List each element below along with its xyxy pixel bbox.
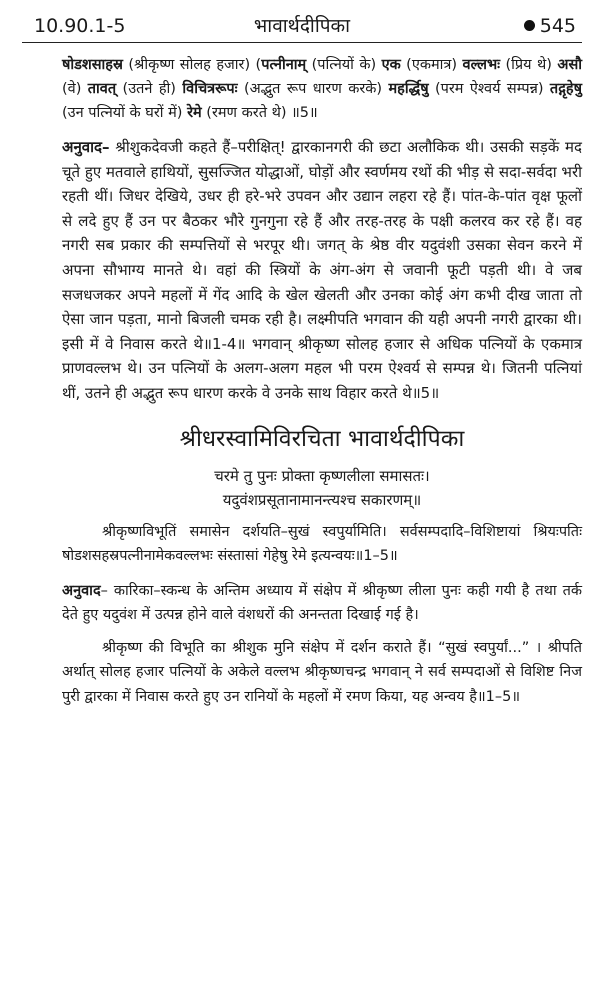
translation-paragraph bbox=[62, 135, 582, 406]
translation-block bbox=[62, 135, 582, 406]
gloss-meaning: (रमण करते थे) ॥5॥ bbox=[201, 105, 318, 121]
gloss-meaning: (उतने ही) bbox=[116, 81, 183, 97]
commentary-translation-text: – कारिका–स्कन्ध के अन्तिम अध्याय में संक्षेप में श्रीकृष्ण लीला पुनः कही गयी है तथा तर्क देते हुए यदुवंश में उत्पन्न होने वाले वंशधरों की अनन्तता दिखाई गई है। bbox=[62, 582, 582, 624]
gloss-term: महर्द्धिषु bbox=[388, 81, 429, 97]
commentary-block bbox=[62, 520, 582, 710]
page-number bbox=[524, 12, 576, 40]
commentary-translation bbox=[62, 579, 582, 628]
translation-text: श्रीशुकदेवजी कहते हैं–परीक्षित्! द्वारकानगरी की छटा अलौकिक थी। उसकी सड़कें मद चूते हुए मतवाले हाथियों, सुसज्जित योद्धाओं, घोड़ों और स्वर्णमय रथों की भीड़ से सदा-सर्वदा भरी रहती थीं। जिधर देखिये, उधर ही हरे-भरे उपवन और उद्यान लहरा रहे हैं। पांत-के-पांत वृक्ष फूलों से लदे हुए हैं उन पर बैठकर भौरे गुनगुना रहे हैं और तरह-तरह के पक्षी कलरव कर रहे हैं। वह नगरी सब प्रकार की सम्पत्तियों से भरपूर थी। जगत् के श्रेष्ठ वीर यदुवंशी उसका सेवन करने में अपना सौभाग्य मानते थे। वहां की स्त्रियों के अंग-अंग से जवानी फूटी पड़ती थी। वे जब सजधजकर अपने महलों में गेंद आदि के खेल खेलती और उनका कोई अंग कभी दीख जाता तो ऐसा जान पड़ता, मानो बिजली चमक रही है। लक्ष्मीपति भगवान की यही अपनी नगरी द्वारका थी। इसी में वे निवास करते थे॥1-4॥ भगवान् श्रीकृष्ण सोलह हजार से अधिक पत्नियों के एकमात्र प्राणवल्लभ थे। उन पत्नियों के अलग-अलग महल भी परम ऐश्वर्य से सम्पन्न थे। जितनी पत्नियां थीं, उतने ही अद्भुत रूप धारण करके वे उनके साथ विहार करते थे॥5॥ bbox=[62, 138, 582, 402]
verse-line: चरमे तु पुनः प्रोक्ता कृष्णलीला समासतः। bbox=[214, 466, 430, 485]
bullet-icon bbox=[524, 20, 535, 31]
chapter-verse-ref: 10.90.1-5 bbox=[34, 15, 126, 37]
gloss-term: षोडशसाहस्र bbox=[62, 57, 123, 73]
sanskrit-commentary: श्रीकृष्णविभूतिं समासेन दर्शयति–सुखं स्वपुर्यामिति। सर्वसम्पदादि–विशिष्टायां श्रियःपतिः षोडशसहस्रपत्नीनामेकवल्लभः संस्तासां गेहेषु रेमे इत्यन्वयः॥1–5॥ bbox=[62, 523, 582, 565]
gloss-term: रेमे bbox=[187, 105, 202, 121]
verse-line: यदुवंशप्रसूतानामानन्त्यश्च सकारणम्॥ bbox=[222, 490, 422, 509]
commentary-explanation: श्रीकृष्ण की विभूति का श्रीशुक मुनि संक्षेप में दर्शन कराते हैं। “सुखं स्वपुर्यां...” । श्रीपति अर्थात् सोलह हजार पत्नियों के अकेले वल्लभ श्रीकृष्णचन्द्र भगवान् ने सर्व सम्पदाओं से विशिष्ट निज पुरी द्वारका में निवास करते हुए उन रानियों के महलों में रमण किया, यह अन्वय है॥1–5॥ bbox=[62, 639, 582, 705]
page-header bbox=[22, 12, 582, 43]
gloss-term: तद्गृहेषु bbox=[549, 81, 582, 97]
gloss-meaning: (प्रिय थे) bbox=[500, 57, 558, 73]
translation-label: अनुवाद– bbox=[62, 138, 110, 156]
gloss-term: विचित्ररूपः bbox=[182, 81, 238, 97]
gloss-paragraph bbox=[62, 53, 582, 125]
book-page bbox=[0, 12, 600, 995]
gloss-meaning: (अद्भुत रूप धारण करके) bbox=[237, 81, 389, 97]
gloss-term: असौ bbox=[557, 57, 583, 73]
karika-verse bbox=[62, 464, 582, 512]
gloss-meaning: (परम ऐश्वर्य सम्पन्न) bbox=[428, 81, 550, 97]
gloss-meaning: (श्रीकृष्ण सोलह हजार) ( bbox=[122, 57, 262, 73]
gloss-meaning: (पत्नियों के) bbox=[306, 57, 382, 73]
gloss-term: पत्नीनाम् bbox=[261, 57, 307, 73]
gloss-term: तावत् bbox=[87, 81, 117, 97]
gloss-meaning: (उन पत्नियों के घरों में) bbox=[62, 105, 188, 121]
page-number-value: 545 bbox=[539, 15, 576, 37]
gloss-meaning: (वे) bbox=[62, 81, 88, 97]
gloss-term: एक bbox=[381, 57, 401, 73]
word-gloss bbox=[62, 53, 582, 125]
gloss-meaning: (एकमात्र) bbox=[400, 57, 463, 73]
gloss-term: वल्लभः bbox=[462, 57, 501, 73]
commentary-translation-label: अनुवाद bbox=[62, 582, 101, 599]
section-title: श्रीधरस्वामिविरचिता भावार्थदीपिका bbox=[179, 425, 465, 452]
running-title: भावार्थदीपिका bbox=[253, 15, 351, 37]
